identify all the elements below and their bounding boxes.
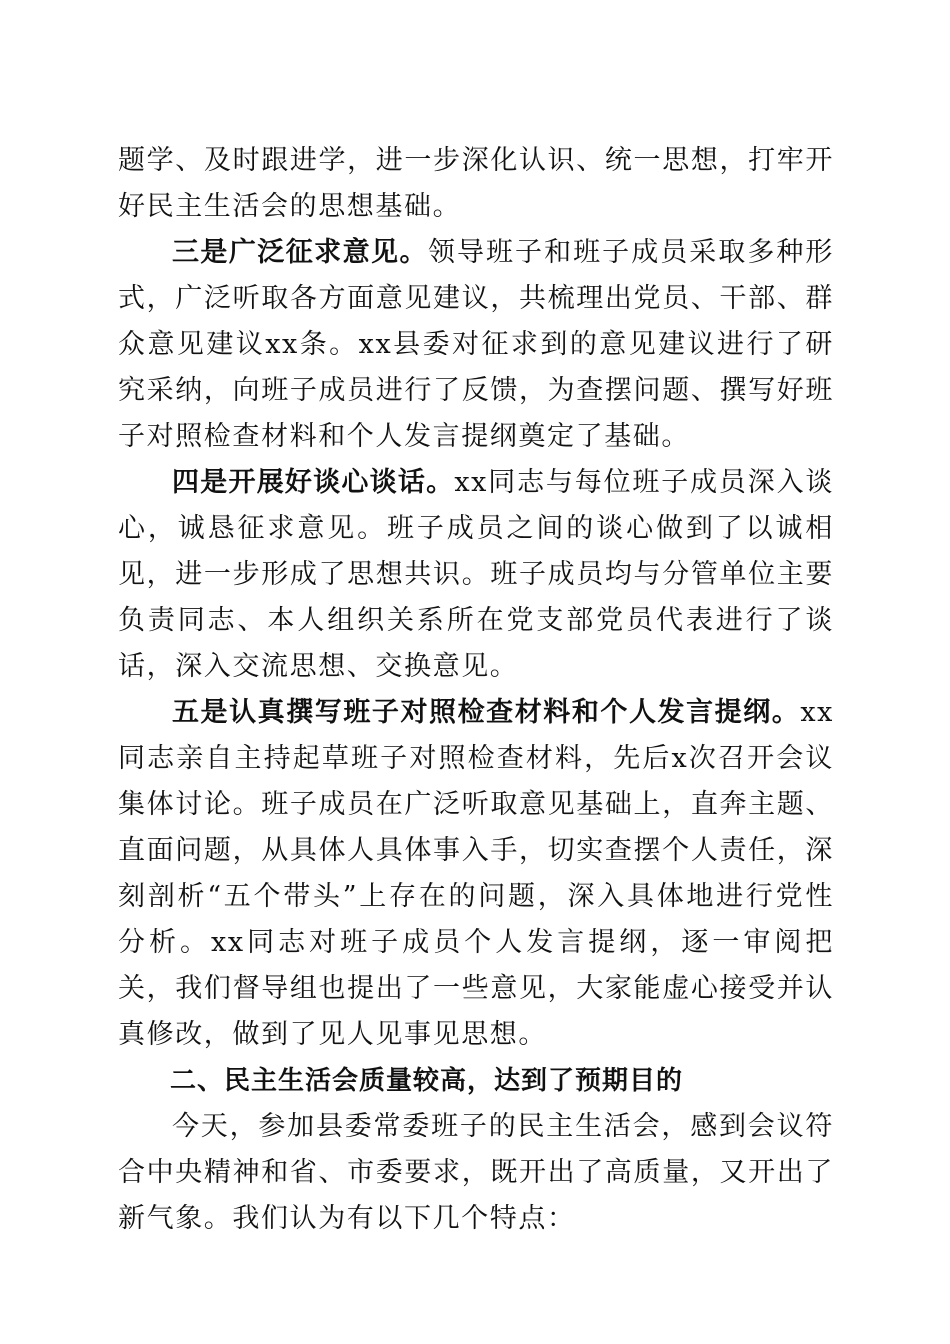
document-body bbox=[118, 138, 834, 1242]
paragraph-lead: 三是广泛征求意见。 bbox=[172, 237, 428, 268]
paragraph-text: 领导班子和班子成员采取多种形式，广泛听取各方面意见建议，共梳理出党员、干部、群众意见建议xx条。xx县委对征求到的意见建议进行了研究采纳，向班子成员进行了反馈，为查摆问题、撰写好班子对照检查材料和个人发言提纲奠定了基础。 bbox=[118, 237, 835, 452]
paragraph-lead: 五是认真撰写班子对照检查材料和个人发言提纲。 bbox=[172, 697, 801, 728]
paragraph-lead: 四是开展好谈心谈话。 bbox=[172, 467, 455, 498]
section-heading: 二、民主生活会质量较高，达到了预期目的 bbox=[170, 1066, 684, 1096]
paragraph-text: xx同志亲自主持起草班子对照检查材料，先后x次召开会议集体讨论。班子成员在广泛听取意见基础上，直奔主题、直面问题，从具体人具体事入手，切实查摆个人责任，深刻剖析“五个带头”上存在的问题，深入具体地进行党性分析。xx同志对班子成员个人发言提纲，逐一审阅把关，我们督导组也提出了一些意见，大家能虚心接受并认真修改，做到了见人见事见思想。 bbox=[118, 697, 834, 1050]
paragraph-text: 题学、及时跟进学，进一步深化认识、统一思想，打牢开好民主生活会的思想基础。 bbox=[118, 145, 834, 222]
paragraph-review-materials bbox=[118, 690, 834, 1058]
paragraph-heart-to-heart-talks bbox=[118, 460, 834, 690]
paragraph-text: 今天，参加县委常委班子的民主生活会，感到会议符合中央精神和省、市委要求，既开出了高质量，又开出了新气象。我们认为有以下几个特点： bbox=[118, 1111, 834, 1234]
paragraph-continued bbox=[118, 138, 834, 230]
paragraph-meeting-quality bbox=[118, 1104, 834, 1242]
paragraph-text: xx同志与每位班子成员深入谈心，诚恳征求意见。班子成员之间的谈心做到了以诚相见，进一步形成了思想共识。班子成员均与分管单位主要负责同志、本人组织关系所在党支部党员代表进行了谈话，深入交流思想、交换意见。 bbox=[118, 467, 835, 682]
paragraph-solicit-opinions bbox=[118, 230, 834, 460]
